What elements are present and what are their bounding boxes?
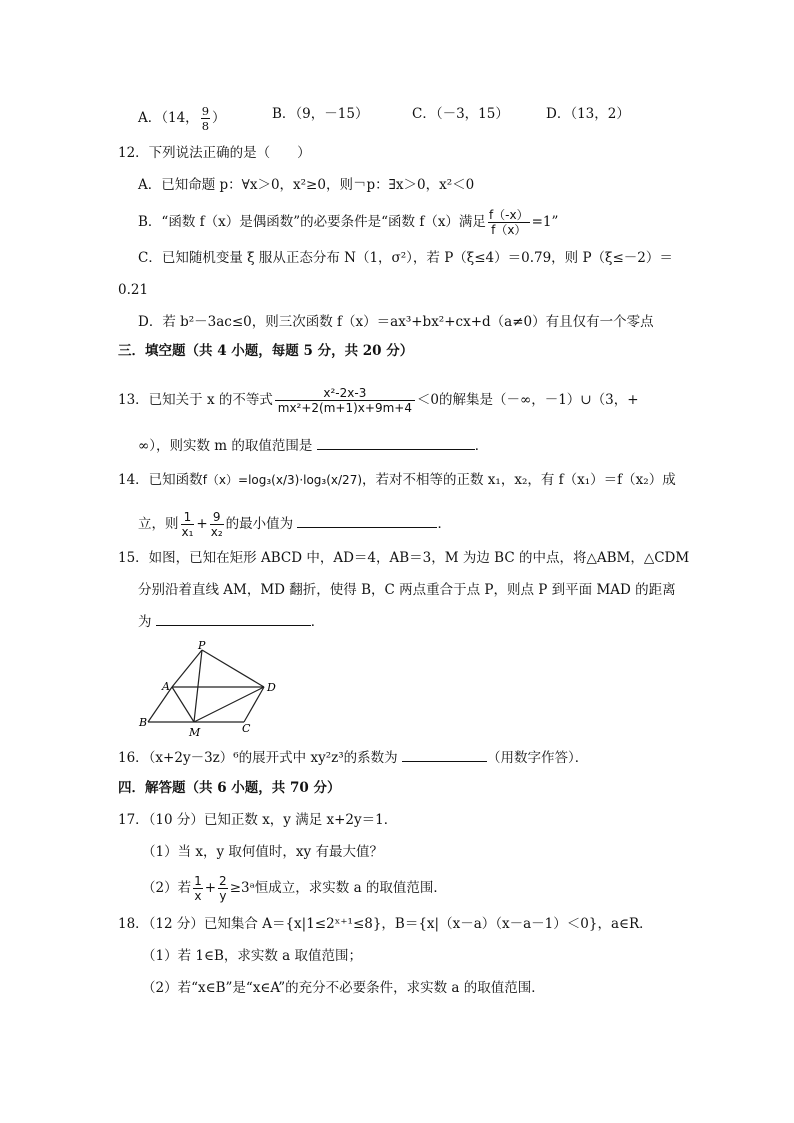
q14-answer-blank[interactable] bbox=[297, 515, 437, 528]
q17-stem: 17．（10 分）已知正数 x，y 满足 x+2y＝1． bbox=[118, 812, 398, 828]
q15-line3: 为 ． bbox=[138, 614, 325, 630]
q15-line1: 15．如图，已知在矩形 ABCD 中，AD＝4，AB＝3，M 为边 BC 的中点，将△ABM，△CDM bbox=[118, 550, 690, 566]
edge-PA bbox=[172, 650, 202, 687]
edge-PD bbox=[202, 650, 264, 687]
q17-part2: （2）若 $\frac{1}{x}$ + $\frac{2}{y}$ ≥3ᵃ恒成立，求实数 a 的取值范围． bbox=[142, 874, 447, 903]
q11-option-c: C．（－3，15） bbox=[412, 106, 509, 122]
q11-option-a: A．（14， $\frac{9}{8}$ ） bbox=[138, 104, 226, 133]
label-B: B bbox=[139, 716, 148, 729]
q18-part2: （2）若“x∈B”是“x∈A”的充分不必要条件，求实数 a 的取值范围． bbox=[142, 980, 545, 996]
label-P: P bbox=[198, 640, 206, 652]
q15-figure bbox=[136, 640, 286, 740]
section-4-heading: 四．解答题（共 6 小题，共 70 分） bbox=[118, 780, 341, 796]
q12-option-a: A．已知命题 p：∀x＞0，x²≥0，则￢p：∃x＞0，x²＜0 bbox=[138, 177, 475, 193]
q12-option-b: B．“函数 f（x）是偶函数”的必要条件是“函数 f（x）满足 $\frac{f(-x)}{f(x)}$ =1” bbox=[138, 208, 559, 237]
q15-answer-blank[interactable] bbox=[156, 613, 311, 626]
q15-line2: 分别沿着直线 AM，MD 翻折，使得 B，C 两点重合于点 P，则点 P 到平面 MAD 的距离 bbox=[138, 582, 676, 598]
edge-AM bbox=[172, 687, 194, 722]
q13-line1: 13．已知关于 x 的不等式 $\frac{\text{x²-2x-3}}{\text{mx²+2(m+1)x+9m+4}}$ ＜0的解集是（－∞，－1）∪（3，+ bbox=[118, 386, 639, 415]
q12-option-d: D．若 b²－3ac≤0，则三次函数 f（x）＝ax³+bx²+cx+d（a≠0）有且仅有一个零点 bbox=[138, 314, 654, 330]
q14-line2: 立，则 $\frac{1}{\text{x₁}}$ + $\frac{9}{\text{x₂}}$ 的最小值为 ． bbox=[138, 510, 451, 539]
edge-PM bbox=[194, 650, 202, 722]
q13-line2: ∞），则实数 m 的取值范围是 ． bbox=[138, 438, 489, 454]
q18-stem: 18．（12 分）已知集合 A＝{x|1≤2ˣ⁺¹≤8}，B＝{x|（x－a）（x－a－1）＜0}，a∈R． bbox=[118, 916, 653, 932]
q13-answer-blank[interactable] bbox=[317, 437, 475, 450]
label-C: C bbox=[242, 722, 251, 735]
q17-part1: （1）当 x，y 取何值时，xy 有最大值？ bbox=[142, 844, 383, 860]
q16-answer-blank[interactable] bbox=[402, 749, 487, 762]
label-A: A bbox=[162, 680, 170, 693]
q11-option-b: B．（9，－15） bbox=[272, 106, 369, 122]
label-M: M bbox=[189, 726, 201, 739]
q18-part1: （1）若 1∈B，求实数 a 取值范围； bbox=[142, 948, 363, 964]
section-3-heading: 三．填空题（共 4 小题，每题 5 分，共 20 分） bbox=[118, 343, 414, 359]
label-D: D bbox=[267, 681, 276, 694]
q16-line: 16．（x+2y－3z）⁶的展开式中 xy²z³的系数为 （用数字作答）． bbox=[118, 750, 589, 766]
q12-option-c-line1: C．已知随机变量 ξ 服从正态分布 N（1，σ²），若 P（ξ≤4）＝0.79，则 P（ξ≤－2）＝ bbox=[138, 250, 673, 266]
q12-stem: 12．下列说法正确的是（ ） bbox=[118, 145, 311, 161]
q14-line1: 14．已知函数f（x）=log₃(x/3)·log₃(x/27)，若对不相等的正数 x₁，x₂，有 f（x₁）＝f（x₂）成 bbox=[118, 472, 676, 488]
q12-option-c-line2: 0.21 bbox=[118, 282, 149, 298]
q11-option-d: D．（13，2） bbox=[546, 106, 630, 122]
